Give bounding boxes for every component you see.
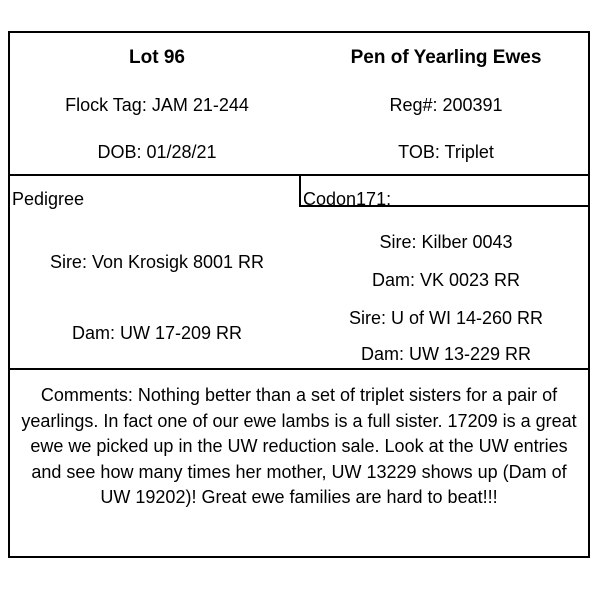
dam-sire: Sire: U of WI 14-260 RR (348, 308, 544, 328)
codon-label: Codon171: (303, 189, 392, 209)
comments-text: Comments: Nothing better than a set of triplet sisters for a pair of yearlings. In fact one of our ewe lambs is a full sister. 17209 is a great ewe we picked up in the UW reduction sale. Look at the UW entries and see how many times her mother, UW 13229 shows up (Dam of UW 19202)! Great ewe families are hard to beat!!! (21, 385, 577, 507)
lot-title: Pen of Yearling Ewes (350, 47, 542, 68)
registration-number: Reg#: 200391 (389, 95, 503, 115)
sire-sire: Sire: Kilber 0043 (379, 232, 513, 252)
type-of-birth: TOB: Triplet (398, 142, 494, 162)
lot-card (8, 31, 590, 558)
pedigree-column-divider (299, 174, 301, 206)
pedigree-label: Pedigree (12, 189, 85, 209)
pedigree-dam: Dam: UW 17-209 RR (71, 323, 243, 343)
sire-dam: Dam: VK 0023 RR (371, 270, 521, 290)
flock-tag: Flock Tag: JAM 21-244 (65, 95, 249, 115)
pedigree-sire: Sire: Von Krosigk 8001 RR (49, 252, 265, 272)
dam-dam: Dam: UW 13-229 RR (360, 344, 532, 364)
comments-divider (10, 368, 588, 370)
date-of-birth: DOB: 01/28/21 (97, 142, 217, 162)
lot-number: Lot 96 (129, 47, 185, 68)
